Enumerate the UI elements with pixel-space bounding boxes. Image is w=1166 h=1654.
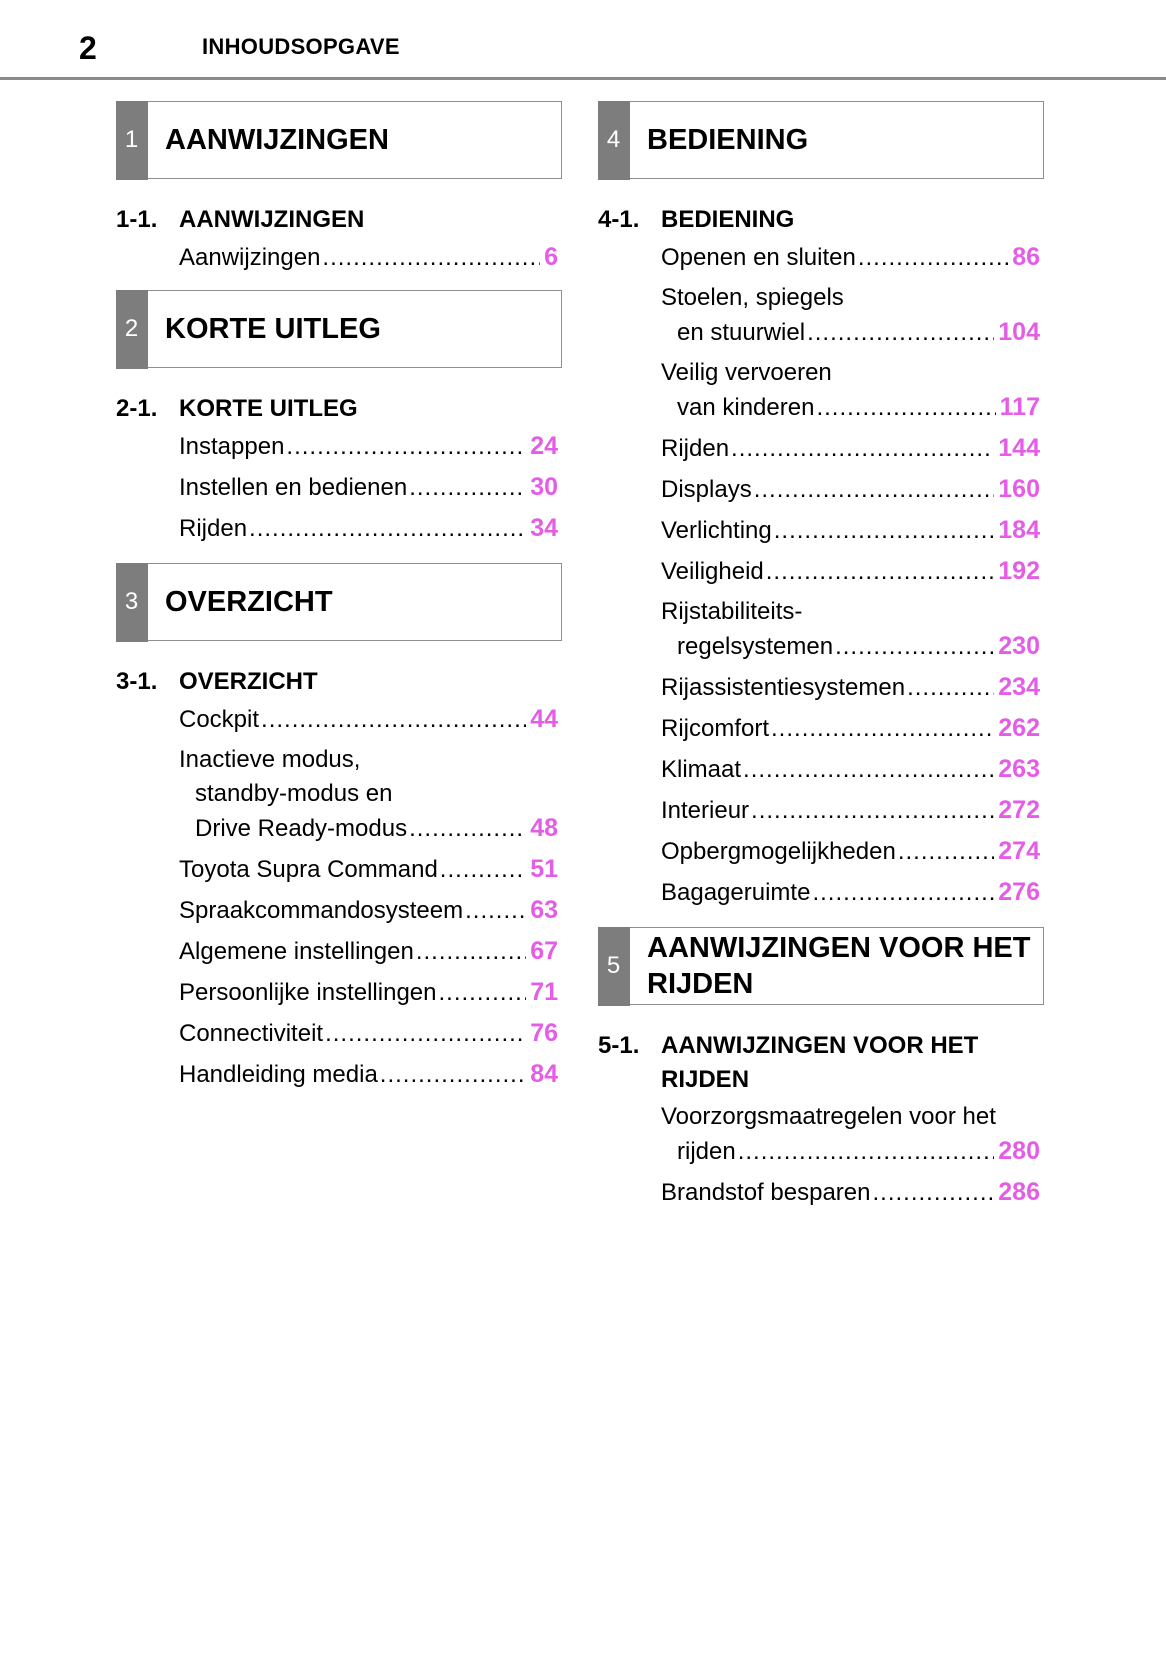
toc-entry-label: Klimaat bbox=[661, 756, 742, 783]
leader-dots bbox=[771, 712, 994, 746]
toc-entry-label: Voorzorgsmaatregelen voor het bbox=[661, 1103, 996, 1130]
toc-entry-line bbox=[661, 875, 1044, 910]
toc-entry-line bbox=[179, 743, 562, 777]
chapter-number: 4 bbox=[598, 101, 630, 180]
toc-entry-label: Rijcomfort bbox=[661, 715, 770, 742]
header-title: INHOUDSOPGAVE bbox=[202, 34, 400, 59]
toc-page-link[interactable]: 274 bbox=[998, 837, 1040, 865]
toc-page-link[interactable]: 30 bbox=[530, 473, 558, 501]
toc-entry[interactable] bbox=[661, 831, 1044, 872]
toc-entry-line bbox=[661, 240, 1044, 275]
toc-page-link[interactable]: 48 bbox=[530, 814, 558, 842]
left-column bbox=[116, 101, 562, 1095]
section-heading bbox=[598, 203, 1044, 237]
toc-page-link[interactable]: 262 bbox=[998, 714, 1040, 742]
toc-entry-line bbox=[179, 893, 562, 928]
toc-entry-line bbox=[661, 1100, 1044, 1134]
toc-entry-line bbox=[179, 1016, 562, 1051]
toc-entry-line bbox=[661, 834, 1044, 869]
chapter-header bbox=[116, 101, 562, 179]
toc-page-link[interactable]: 84 bbox=[530, 1060, 558, 1088]
toc-entry-label: Opbergmogelijkheden bbox=[661, 838, 896, 865]
toc-entries bbox=[179, 237, 562, 278]
toc-page-link[interactable]: 272 bbox=[998, 796, 1040, 824]
toc-entry[interactable] bbox=[661, 353, 1044, 428]
toc-entry[interactable] bbox=[661, 790, 1044, 831]
toc-page-link[interactable]: 286 bbox=[998, 1178, 1040, 1206]
section-title: BEDIENING bbox=[661, 206, 795, 233]
toc-page-link[interactable]: 67 bbox=[530, 937, 558, 965]
toc-entry-line bbox=[179, 934, 562, 969]
toc-entry[interactable] bbox=[179, 237, 562, 278]
toc-entry-label: Stoelen, spiegels bbox=[661, 284, 844, 311]
toc-page-link[interactable]: 34 bbox=[530, 514, 558, 542]
toc-entry-line bbox=[179, 852, 562, 887]
right-column bbox=[598, 101, 1044, 1213]
section-number: 5-1. bbox=[598, 1032, 640, 1059]
toc-entry-line bbox=[661, 513, 1044, 548]
leader-dots bbox=[409, 471, 526, 505]
toc-entry-line bbox=[661, 793, 1044, 828]
toc-page-link[interactable]: 76 bbox=[530, 1019, 558, 1047]
section-title: AANWIJZINGEN VOOR HET RIJDEN bbox=[661, 1032, 979, 1093]
toc-entry-line bbox=[179, 511, 562, 546]
toc-entry-label: Algemene instellingen bbox=[179, 938, 414, 965]
leader-dots bbox=[898, 835, 994, 869]
section-title: AANWIJZINGEN bbox=[179, 206, 365, 233]
leader-dots bbox=[774, 514, 995, 548]
chapter-header bbox=[598, 927, 1044, 1005]
section-number: 4-1. bbox=[598, 206, 640, 233]
leader-dots bbox=[816, 391, 995, 425]
page-number: 2 bbox=[79, 30, 97, 66]
toc-entry-label: Toyota Supra Command bbox=[179, 856, 438, 883]
toc-entry-label: Verlichting bbox=[661, 517, 772, 544]
toc-page-link[interactable]: 230 bbox=[998, 632, 1040, 660]
toc-entry[interactable] bbox=[179, 740, 562, 849]
toc-entry[interactable] bbox=[661, 278, 1044, 353]
toc-entry-label: Persoonlijke instellingen bbox=[179, 979, 437, 1006]
toc-entry-line bbox=[661, 752, 1044, 787]
toc-entry-label: Drive Ready-modus bbox=[195, 815, 408, 842]
leader-dots bbox=[872, 1176, 994, 1210]
chapter-number: 2 bbox=[116, 290, 148, 369]
section bbox=[598, 1029, 1044, 1213]
chapter-title: BEDIENING bbox=[647, 124, 809, 156]
leader-dots bbox=[322, 241, 540, 275]
toc-page-link[interactable]: 117 bbox=[999, 393, 1040, 421]
leader-dots bbox=[249, 512, 526, 546]
toc-entry-label: Handleiding media bbox=[179, 1061, 378, 1088]
toc-page-link[interactable]: 192 bbox=[998, 557, 1040, 585]
toc-entry[interactable] bbox=[661, 510, 1044, 551]
toc-page-link[interactable]: 234 bbox=[998, 673, 1040, 701]
toc-entry-line bbox=[661, 711, 1044, 746]
toc-entry-label: Inactieve modus, bbox=[179, 746, 361, 773]
toc-entry[interactable] bbox=[661, 1097, 1044, 1172]
toc-entry-line bbox=[179, 777, 562, 811]
toc-entry-label: Instappen bbox=[179, 433, 285, 460]
leader-dots bbox=[286, 430, 526, 464]
toc-entry-line bbox=[661, 472, 1044, 507]
toc-entry-label: Displays bbox=[661, 476, 752, 503]
toc-entry-line bbox=[661, 356, 1044, 390]
toc-entries bbox=[661, 237, 1044, 913]
chapter-number: 3 bbox=[116, 563, 148, 642]
section-number: 1-1. bbox=[116, 206, 158, 233]
toc-entry-line bbox=[661, 554, 1044, 589]
toc-entries bbox=[179, 426, 562, 549]
toc-entry-line bbox=[661, 595, 1044, 629]
toc-entry[interactable] bbox=[661, 592, 1044, 667]
leader-dots bbox=[409, 812, 526, 846]
chapter-header bbox=[116, 290, 562, 368]
toc-entry[interactable] bbox=[179, 1054, 562, 1095]
toc-entry-line bbox=[661, 390, 1044, 425]
toc-entry[interactable] bbox=[661, 667, 1044, 708]
toc-entry-line bbox=[661, 629, 1044, 664]
leader-dots bbox=[738, 1135, 995, 1169]
chapter-title: KORTE UITLEG bbox=[165, 313, 381, 345]
leader-dots bbox=[416, 935, 526, 969]
toc-page-link[interactable]: 71 bbox=[530, 978, 558, 1006]
toc-entry[interactable] bbox=[661, 469, 1044, 510]
toc-entry-line bbox=[661, 315, 1044, 350]
leader-dots bbox=[743, 753, 994, 787]
leader-dots bbox=[438, 976, 526, 1010]
leader-dots bbox=[380, 1058, 526, 1092]
toc-page-link[interactable]: 276 bbox=[998, 878, 1040, 906]
toc-entry-label: Instellen en bedienen bbox=[179, 474, 408, 501]
leader-dots bbox=[835, 630, 994, 664]
toc-entry-label: en stuurwiel bbox=[677, 319, 806, 346]
toc-entry[interactable] bbox=[179, 467, 562, 508]
leader-dots bbox=[261, 703, 526, 737]
toc-entry-label: Cockpit bbox=[179, 706, 260, 733]
toc-entry-line bbox=[179, 429, 562, 464]
toc-entry-label: regelsystemen bbox=[677, 633, 834, 660]
chapter-number: 1 bbox=[116, 101, 148, 180]
leader-dots bbox=[440, 853, 526, 887]
section-title: OVERZICHT bbox=[179, 668, 318, 695]
toc-entry-label: Bagageruimte bbox=[661, 879, 811, 906]
toc-entry[interactable] bbox=[661, 428, 1044, 469]
toc-entry-line bbox=[179, 1057, 562, 1092]
leader-dots bbox=[858, 241, 1008, 275]
toc-page-link[interactable]: 144 bbox=[998, 434, 1040, 462]
leader-dots bbox=[731, 432, 994, 466]
leader-dots bbox=[465, 894, 526, 928]
toc-entry-line bbox=[661, 670, 1044, 705]
chapter-title: AANWIJZINGEN VOOR HET RIJDEN bbox=[647, 932, 1031, 1000]
toc-entry[interactable] bbox=[179, 890, 562, 931]
toc-entry[interactable] bbox=[179, 849, 562, 890]
toc-entry[interactable] bbox=[179, 508, 562, 549]
toc-entry[interactable] bbox=[179, 1013, 562, 1054]
toc-page-link[interactable]: 104 bbox=[998, 318, 1040, 346]
toc-entry-label: Connectiviteit bbox=[179, 1020, 324, 1047]
chapter-title: AANWIJZINGEN bbox=[165, 124, 389, 156]
toc-entry[interactable] bbox=[179, 426, 562, 467]
chapter-title: OVERZICHT bbox=[165, 586, 333, 618]
toc-entry-line bbox=[179, 240, 562, 275]
toc-entry-label: Veiligheid bbox=[661, 558, 764, 585]
toc-page-link[interactable]: 24 bbox=[530, 432, 558, 460]
toc-entries bbox=[661, 1097, 1044, 1213]
toc-entry-label: standby-modus en bbox=[195, 780, 393, 807]
toc-page-link[interactable]: 51 bbox=[530, 855, 558, 883]
section-heading bbox=[116, 392, 562, 426]
toc-entry-label: Rijassistentiesystemen bbox=[661, 674, 906, 701]
chapter-header bbox=[598, 101, 1044, 179]
toc-entry-label: Veilig vervoeren bbox=[661, 359, 832, 386]
leader-dots bbox=[807, 316, 994, 350]
toc-page-link[interactable]: 160 bbox=[998, 475, 1040, 503]
toc-page-link[interactable]: 44 bbox=[530, 705, 558, 733]
toc-entry[interactable] bbox=[661, 237, 1044, 278]
header-rule bbox=[0, 77, 1166, 80]
toc-entry[interactable] bbox=[661, 872, 1044, 913]
toc-entry[interactable] bbox=[661, 749, 1044, 790]
toc-entry[interactable] bbox=[661, 708, 1044, 749]
section-title: KORTE UITLEG bbox=[179, 395, 358, 422]
section bbox=[598, 203, 1044, 913]
leader-dots bbox=[766, 555, 995, 589]
toc-entry-line bbox=[661, 281, 1044, 315]
toc-entry[interactable] bbox=[179, 931, 562, 972]
toc-entry[interactable] bbox=[661, 551, 1044, 592]
section bbox=[116, 203, 562, 278]
toc-page-link[interactable]: 63 bbox=[530, 896, 558, 924]
toc-page-link[interactable]: 263 bbox=[998, 755, 1040, 783]
leader-dots bbox=[751, 794, 994, 828]
section-heading bbox=[598, 1029, 1044, 1097]
toc-entries bbox=[179, 699, 562, 1095]
leader-dots bbox=[907, 671, 994, 705]
chapter-header bbox=[116, 563, 562, 641]
leader-dots bbox=[325, 1017, 526, 1051]
toc-page-link[interactable]: 184 bbox=[998, 516, 1040, 544]
toc-entry-line bbox=[179, 811, 562, 846]
toc-entry-line bbox=[179, 702, 562, 737]
toc-page-link[interactable]: 86 bbox=[1012, 243, 1040, 271]
section-heading bbox=[116, 203, 562, 237]
toc-page-link[interactable]: 280 bbox=[998, 1137, 1040, 1165]
toc-entry-label: Brandstof besparen bbox=[661, 1179, 871, 1206]
section-heading bbox=[116, 665, 562, 699]
toc-entry-label: Rijden bbox=[179, 515, 248, 542]
toc-entry-label: Aanwijzingen bbox=[179, 244, 321, 271]
toc-entry-label: Spraakcommandosysteem bbox=[179, 897, 464, 924]
toc-entry[interactable] bbox=[661, 1172, 1044, 1213]
section-number: 2-1. bbox=[116, 395, 158, 422]
toc-entry-label: rijden bbox=[677, 1138, 736, 1165]
toc-entry-line bbox=[661, 1134, 1044, 1169]
leader-dots bbox=[812, 876, 994, 910]
section bbox=[116, 665, 562, 1095]
toc-entry[interactable] bbox=[179, 972, 562, 1013]
toc-entry[interactable] bbox=[179, 699, 562, 740]
leader-dots bbox=[754, 473, 995, 507]
chapter-number: 5 bbox=[598, 927, 630, 1006]
toc-entry-line bbox=[179, 975, 562, 1010]
toc-entry-label: Rijden bbox=[661, 435, 730, 462]
toc-entry-label: Openen en sluiten bbox=[661, 244, 856, 271]
section-number: 3-1. bbox=[116, 668, 158, 695]
toc-entry-line bbox=[661, 1175, 1044, 1210]
toc-entry-label: van kinderen bbox=[677, 394, 815, 421]
toc-entry-label: Rijstabiliteits- bbox=[661, 598, 803, 625]
toc-entry-label: Interieur bbox=[661, 797, 750, 824]
toc-entry-line bbox=[661, 431, 1044, 466]
section bbox=[116, 392, 562, 549]
toc-entry-line bbox=[179, 470, 562, 505]
toc-page-link[interactable]: 6 bbox=[544, 243, 558, 271]
